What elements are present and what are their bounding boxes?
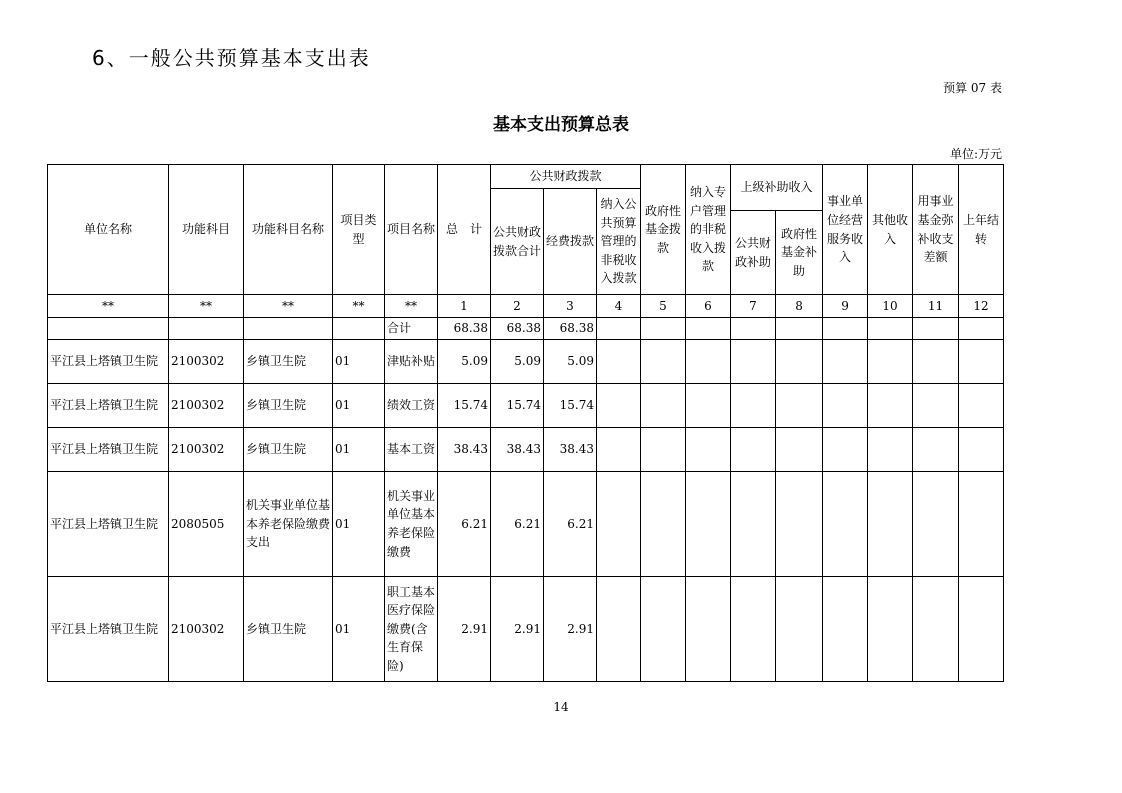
total-label: 合计 bbox=[385, 318, 438, 340]
index-cell: 4 bbox=[597, 295, 641, 318]
cell-unit: 平江县上塔镇卫生院 bbox=[48, 340, 169, 384]
cell-code: 2100302 bbox=[169, 384, 244, 428]
header-item-name: 项目名称 bbox=[385, 165, 438, 295]
table-row bbox=[48, 384, 1004, 428]
cell-public-total: 5.09 bbox=[491, 340, 544, 384]
header-upper-gov-fund: 政府性基金补助 bbox=[776, 211, 823, 295]
index-cell: ** bbox=[333, 295, 385, 318]
header-public-fiscal: 公共财政拨款 bbox=[491, 165, 641, 189]
header-business: 事业单位经营服务收入 bbox=[823, 165, 868, 295]
cell-operating: 2.91 bbox=[544, 577, 597, 682]
index-cell: 12 bbox=[959, 295, 1004, 318]
index-cell: ** bbox=[385, 295, 438, 318]
section-title: 6、一般公共预算基本支出表 bbox=[92, 46, 371, 70]
cell-operating: 15.74 bbox=[544, 384, 597, 428]
cell-item: 机关事业单位基本养老保险缴费 bbox=[385, 472, 438, 577]
cell-func: 乡镇卫生院 bbox=[244, 340, 333, 384]
cell-code: 2100302 bbox=[169, 577, 244, 682]
table-row bbox=[48, 577, 1004, 682]
cell-public-total: 38.43 bbox=[491, 428, 544, 472]
header-fund-balance: 用事业基金弥补收支差额 bbox=[913, 165, 959, 295]
table-row bbox=[48, 472, 1004, 577]
cell-total: 15.74 bbox=[438, 384, 491, 428]
table-title: 基本支出预算总表 bbox=[493, 115, 629, 135]
cell-item: 基本工资 bbox=[385, 428, 438, 472]
header-nontax: 纳入公共预算管理的非税收入拨款 bbox=[597, 189, 641, 295]
cell-public-total: 2.91 bbox=[491, 577, 544, 682]
cell-type: 01 bbox=[333, 384, 385, 428]
page-number: 14 bbox=[553, 700, 569, 714]
cell-unit: 平江县上塔镇卫生院 bbox=[48, 577, 169, 682]
index-cell: 3 bbox=[544, 295, 597, 318]
cell-item: 职工基本医疗保险缴费(含生育保险) bbox=[385, 577, 438, 682]
cell-type: 01 bbox=[333, 340, 385, 384]
cell-operating: 38.43 bbox=[544, 428, 597, 472]
header-gov-fund: 政府性基金拨款 bbox=[641, 165, 686, 295]
header-special-nontax: 纳入专户管理的非税收入拨款 bbox=[686, 165, 731, 295]
cell-func: 乡镇卫生院 bbox=[244, 428, 333, 472]
index-cell: ** bbox=[169, 295, 244, 318]
cell-operating: 5.09 bbox=[544, 340, 597, 384]
header-public-fiscal-total: 公共财政拨款合计 bbox=[491, 189, 544, 295]
index-cell: 2 bbox=[491, 295, 544, 318]
cell-code: 2100302 bbox=[169, 428, 244, 472]
header-upper-fiscal: 公共财政补助 bbox=[731, 211, 776, 295]
cell-unit: 平江县上塔镇卫生院 bbox=[48, 384, 169, 428]
header-upper-subsidy: 上级补助收入 bbox=[731, 165, 823, 211]
header-func-name: 功能科目名称 bbox=[244, 165, 333, 295]
index-cell: 8 bbox=[776, 295, 823, 318]
cell-type: 01 bbox=[333, 428, 385, 472]
cell-code: 2100302 bbox=[169, 340, 244, 384]
index-cell: 7 bbox=[731, 295, 776, 318]
cell-public-total: 6.21 bbox=[491, 472, 544, 577]
index-cell: 1 bbox=[438, 295, 491, 318]
cell-total: 6.21 bbox=[438, 472, 491, 577]
index-cell: 6 bbox=[686, 295, 731, 318]
index-cell: 9 bbox=[823, 295, 868, 318]
cell-public-total: 15.74 bbox=[491, 384, 544, 428]
cell-operating: 6.21 bbox=[544, 472, 597, 577]
cell-total: 38.43 bbox=[438, 428, 491, 472]
index-cell: 10 bbox=[868, 295, 913, 318]
total-amount: 68.38 bbox=[438, 318, 491, 340]
cell-item: 津贴补贴 bbox=[385, 340, 438, 384]
unit-label: 单位:万元 bbox=[949, 147, 1002, 161]
header-total: 总 计 bbox=[438, 165, 491, 295]
table-row bbox=[48, 340, 1004, 384]
header-item-type: 项目类型 bbox=[333, 165, 385, 295]
header-unit-name: 单位名称 bbox=[48, 165, 169, 295]
cell-type: 01 bbox=[333, 472, 385, 577]
form-number: 预算 07 表 bbox=[943, 81, 1002, 95]
cell-func: 乡镇卫生院 bbox=[244, 577, 333, 682]
index-cell: ** bbox=[244, 295, 333, 318]
index-cell: ** bbox=[48, 295, 169, 318]
header-operating: 经费拨款 bbox=[544, 189, 597, 295]
cell-item: 绩效工资 bbox=[385, 384, 438, 428]
cell-total: 5.09 bbox=[438, 340, 491, 384]
cell-code: 2080505 bbox=[169, 472, 244, 577]
index-cell: 11 bbox=[913, 295, 959, 318]
budget-table bbox=[47, 164, 1004, 682]
index-row bbox=[48, 295, 1004, 318]
cell-func: 乡镇卫生院 bbox=[244, 384, 333, 428]
cell-total: 2.91 bbox=[438, 577, 491, 682]
cell-unit: 平江县上塔镇卫生院 bbox=[48, 472, 169, 577]
header-carry-over: 上年结转 bbox=[959, 165, 1004, 295]
cell-type: 01 bbox=[333, 577, 385, 682]
total-operating: 68.38 bbox=[544, 318, 597, 340]
cell-func: 机关事业单位基本养老保险缴费支出 bbox=[244, 472, 333, 577]
total-public-fiscal: 68.38 bbox=[491, 318, 544, 340]
total-row bbox=[48, 318, 1004, 340]
index-cell: 5 bbox=[641, 295, 686, 318]
cell-unit: 平江县上塔镇卫生院 bbox=[48, 428, 169, 472]
table-row bbox=[48, 428, 1004, 472]
header-other: 其他收入 bbox=[868, 165, 913, 295]
header-func-code: 功能科目 bbox=[169, 165, 244, 295]
